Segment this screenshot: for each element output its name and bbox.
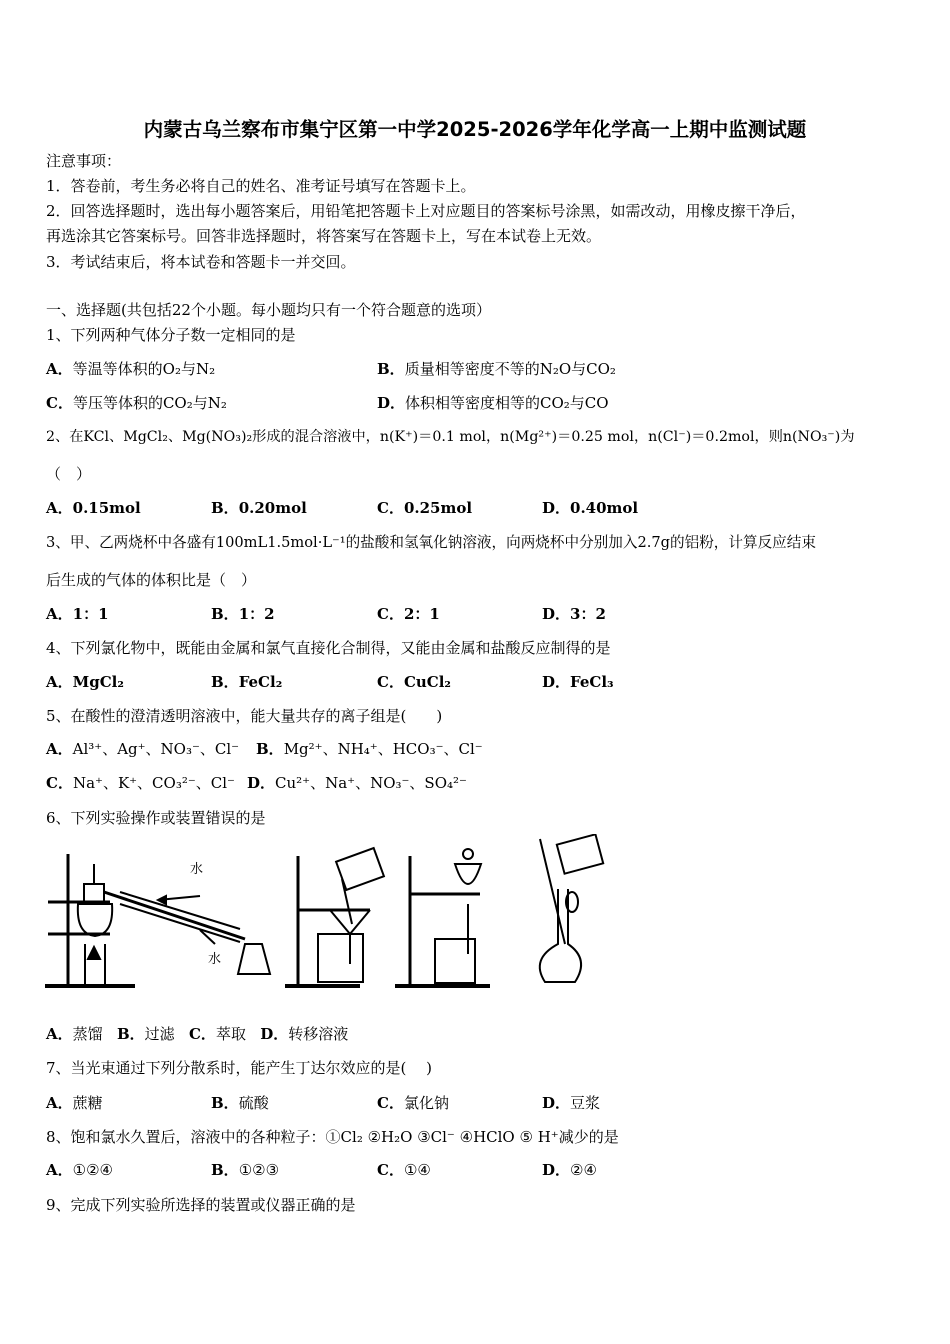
q4-option-b[interactable] <box>211 672 282 692</box>
option-label: A． <box>46 1161 73 1179</box>
option-text: ①④ <box>403 1161 431 1179</box>
option-label: C． <box>377 673 404 691</box>
option-label: C． <box>377 1094 404 1112</box>
q1-option-d[interactable] <box>377 393 609 413</box>
option-text: Al³⁺、Ag⁺、NO₃⁻、Cl⁻ <box>72 740 240 758</box>
volumetric-flask-apparatus <box>540 834 603 982</box>
q2-option-c[interactable] <box>377 498 472 518</box>
q2-stem-cont: （ ） <box>46 465 92 483</box>
option-label: B． <box>116 1025 145 1043</box>
option-text: 体积相等密度相等的CO₂与CO <box>405 394 609 412</box>
option-text: Mg²⁺、NH₄⁺、HCO₃⁻、Cl⁻ <box>283 740 483 758</box>
option-text: Cu²⁺、Na⁺、NO₃⁻、SO₄²⁻ <box>275 774 467 792</box>
option-text: 蔗糖 <box>72 1094 103 1112</box>
option-text: ②④ <box>570 1161 597 1179</box>
option-text: 等压等体积的CO₂与N₂ <box>72 394 227 412</box>
q8-option-d[interactable] <box>542 1160 597 1180</box>
option-label: A． <box>46 499 73 517</box>
option-label: B． <box>211 1094 239 1112</box>
q7-option-a[interactable] <box>46 1093 103 1113</box>
q3-option-c[interactable] <box>377 604 440 624</box>
q7-option-d[interactable] <box>542 1093 600 1113</box>
q4-option-a[interactable] <box>46 672 124 692</box>
option-label: B． <box>211 499 239 517</box>
option-text: 1：1 <box>72 605 109 623</box>
option-text: Na⁺、K⁺、CO₃²⁻、Cl⁻ <box>72 774 235 792</box>
option-label: C． <box>46 394 73 412</box>
distillation-apparatus <box>45 854 270 986</box>
q7-option-c[interactable] <box>377 1093 449 1113</box>
option-label: A． <box>46 673 73 691</box>
q5-option-b[interactable] <box>256 739 483 759</box>
q9-stem: 9、完成下列实验所选择的装置或仪器正确的是 <box>46 1196 356 1214</box>
option-text: ①②④ <box>72 1161 113 1179</box>
filtration-apparatus <box>285 848 384 986</box>
q1-option-a[interactable] <box>46 359 215 379</box>
q4-option-c[interactable] <box>377 672 451 692</box>
option-label: C． <box>377 1161 404 1179</box>
q2-option-d[interactable] <box>542 498 638 518</box>
option-label: D． <box>542 1094 571 1112</box>
option-text: ①②③ <box>238 1161 280 1179</box>
figure-label-water-out: 水 <box>208 952 222 967</box>
option-label: B． <box>211 605 239 623</box>
q8-option-b[interactable] <box>211 1160 279 1180</box>
notice-item-2: 2．回答选择题时，选出每小题答案后，用铅笔把答题卡上对应题目的答案标号涂黑，如需改动，用橡皮擦干净后， <box>46 202 806 220</box>
option-text: 0.15mol <box>72 499 141 517</box>
q8-option-a[interactable] <box>46 1160 113 1180</box>
option-text: 豆浆 <box>570 1094 601 1112</box>
page-title: 内蒙古乌兰察布市集宁区第一中学2025-2026学年化学高一上期中监测试题 <box>143 118 807 141</box>
q2-option-b[interactable] <box>211 498 307 518</box>
notice-item-1: 1．答卷前，考生务必将自己的姓名、准考证号填写在答题卡上。 <box>46 177 476 195</box>
option-label: A． <box>46 1025 73 1043</box>
option-label: D． <box>542 673 571 691</box>
option-text: 1：2 <box>238 605 275 623</box>
separatory-funnel-apparatus <box>395 849 490 986</box>
q2-option-a[interactable] <box>46 498 141 518</box>
option-text: 转移溶液 <box>288 1025 349 1043</box>
option-label: B． <box>377 360 405 378</box>
option-text: CuCl₂ <box>403 673 452 691</box>
option-label: D． <box>542 499 571 517</box>
q3-option-a[interactable] <box>46 604 109 624</box>
q1-option-c[interactable] <box>46 393 227 413</box>
option-text: 0.40mol <box>570 499 639 517</box>
option-text: 过滤 <box>144 1025 175 1043</box>
option-text: 3：2 <box>570 605 606 623</box>
option-label: C． <box>377 499 404 517</box>
q5-option-c[interactable] <box>46 773 235 793</box>
option-label: D． <box>542 605 571 623</box>
q3-stem: 3、甲、乙两烧杯中各盛有100mL1.5mol·L⁻¹的盐酸和氢氧化钠溶液，向两烧杯中分别加入2.7g的铝粉，计算反应结束 <box>46 534 816 551</box>
option-text: 2：1 <box>403 605 440 623</box>
option-label: C． <box>377 605 404 623</box>
option-text: 等温等体积的O₂与N₂ <box>72 360 216 378</box>
q7-option-b[interactable] <box>211 1093 269 1113</box>
option-label: D． <box>542 1161 571 1179</box>
q3-stem-cont: 后生成的气体的体积比是（ ） <box>46 571 257 589</box>
option-text: 蒸馏 <box>72 1025 103 1043</box>
option-label: A． <box>46 1094 73 1112</box>
notice-item-2-cont: 再选涂其它答案标号。回答非选择题时，将答案写在答题卡上，写在本试卷上无效。 <box>46 227 602 245</box>
apparatus-figure <box>40 834 630 994</box>
option-label: A． <box>46 605 73 623</box>
option-label: C． <box>46 774 73 792</box>
option-text: 氯化钠 <box>403 1094 449 1112</box>
q5-option-d[interactable] <box>247 773 467 793</box>
option-label: B． <box>256 740 284 758</box>
option-label: D． <box>247 774 276 792</box>
q3-option-d[interactable] <box>542 604 606 624</box>
q8-stem: 8、饱和氯水久置后，溶液中的各种粒子：①Cl₂ ②H₂O ③Cl⁻ ④HClO ⑤ H⁺减少的是 <box>46 1128 619 1146</box>
q2-stem: 2、在KCl、MgCl₂、Mg(NO₃)₂形成的混合溶液中，n(K⁺)＝0.1 mol，n(Mg²⁺)＝0.25 mol，n(Cl⁻)＝0.2mol，则n(NO₃⁻)为 <box>46 429 855 445</box>
q3-option-b[interactable] <box>211 604 275 624</box>
option-label: A． <box>46 360 73 378</box>
option-label: B． <box>211 673 239 691</box>
option-text: 0.20mol <box>238 499 307 517</box>
q4-stem: 4、下列氯化物中，既能由金属和氯气直接化合制得，又能由金属和盐酸反应制得的是 <box>46 639 611 657</box>
option-text: 0.25mol <box>403 499 473 517</box>
option-label: B． <box>211 1161 239 1179</box>
section-heading: 一、选择题(共包括22个小题。每小题均只有一个符合题意的选项） <box>46 301 491 319</box>
q5-option-a[interactable] <box>46 739 239 759</box>
q6-stem: 6、下列实验操作或装置错误的是 <box>46 809 266 827</box>
q1-option-b[interactable] <box>377 359 616 379</box>
notice-item-3: 3．考试结束后，将本试卷和答题卡一并交回。 <box>46 253 356 271</box>
option-text: 硫酸 <box>238 1094 269 1112</box>
figure-label-water-in: 水 <box>190 862 204 877</box>
option-text: FeCl₂ <box>238 673 283 691</box>
option-label: D． <box>377 394 406 412</box>
option-label: C． <box>188 1025 216 1043</box>
q5-stem: 5、在酸性的澄清透明溶液中，能大量共存的离子组是( ) <box>46 707 443 725</box>
q8-option-c[interactable] <box>377 1160 431 1180</box>
option-text: FeCl₃ <box>570 673 614 691</box>
q7-stem: 7、当光束通过下列分散系时，能产生丁达尔效应的是( ) <box>46 1059 433 1077</box>
q4-option-d[interactable] <box>542 672 614 692</box>
option-text: 萃取 <box>215 1025 246 1043</box>
q6-options[interactable] <box>46 1024 348 1044</box>
option-label: D． <box>260 1025 289 1043</box>
option-text: 质量相等密度不等的N₂O与CO₂ <box>404 360 616 378</box>
option-text: MgCl₂ <box>72 673 124 691</box>
option-label: A． <box>46 740 73 758</box>
q1-stem: 1、下列两种气体分子数一定相同的是 <box>46 326 296 344</box>
notice-heading: 注意事项： <box>46 152 122 170</box>
